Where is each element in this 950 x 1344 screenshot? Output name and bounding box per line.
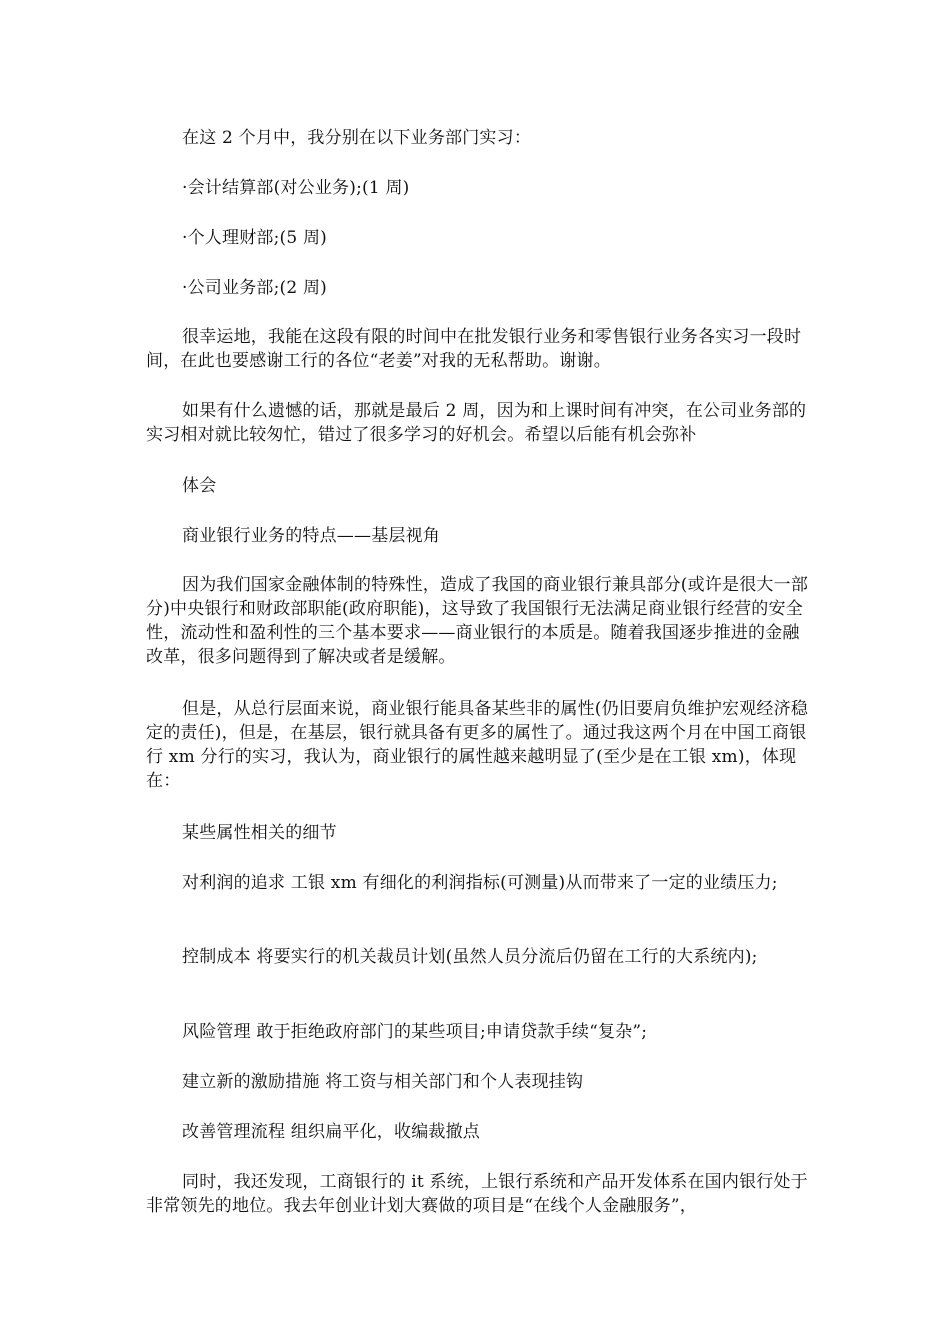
paragraph-process: 改善管理流程 组织扁平化，收编裁撤点: [182, 1122, 481, 1142]
paragraph-it-system: 同时，我还发现，工商银行的 it 系统，上银行系统和产品开发体系在国内银行处于非常领先的地位。我去年创业计划大赛做的项目是“在线个人金融服务”，: [146, 1172, 808, 1216]
section-heading-experience: 体会: [182, 476, 217, 496]
paragraph-head-office: 但是，从总行层面来说，商业银行能具备某些非的属性(仍旧要肩负维护宏观经济稳定的责任)，但是，在基层，银行就具备有更多的属性了。通过我这两个月在中国工商银行 xm 分行的实习，我认为，商业银行的属性越来越明显了(至少是在工银 xm)，体现在：: [146, 699, 809, 791]
section-heading-bank-features: 商业银行业务的特点——基层视角: [182, 526, 440, 546]
section-heading-details: 某些属性相关的细节: [182, 823, 337, 843]
paragraph-cost: 控制成本 将要实行的机关裁员计划(虽然人员分流后仍留在工行的大系统内);: [182, 947, 758, 967]
paragraph-financial-system: 因为我们国家金融体制的特殊性，造成了我国的商业银行兼具部分(或许是很大一部分)中央银行和财政部职能(政府职能)，这导致了我国银行无法满足商业银行经营的安全性，流动性和盈利性的三个基本要求——商业银行的本质是。随着我国逐步推进的金融改革，很多问题得到了解决或者是缓解。: [146, 575, 809, 667]
paragraph-intro: 在这 2 个月中，我分别在以下业务部门实习：: [182, 128, 532, 148]
list-item-corporate: ·公司业务部;(2 周): [182, 278, 328, 298]
paragraph-thanks: 很幸运地，我能在这段有限的时间中在批发银行业务和零售银行业务各实习一段时间，在此也要感谢工行的各位“老姜”对我的无私帮助。谢谢。: [146, 327, 802, 371]
paragraph-regret: 如果有什么遗憾的话，那就是最后 2 周，因为和上课时间有冲突，在公司业务部的实习相对就比较匆忙，错过了很多学习的好机会。希望以后能有机会弥补: [146, 401, 807, 445]
paragraph-profit: 对利润的追求 工银 xm 有细化的利润指标(可测量)从而带来了一定的业绩压力;: [182, 873, 778, 893]
list-item-accounting: ·会计结算部(对公业务);(1 周): [182, 178, 410, 198]
paragraph-risk: 风险管理 敢于拒绝政府部门的某些项目;申请贷款手续“复杂”;: [182, 1022, 648, 1042]
paragraph-incentive: 建立新的激励措施 将工资与相关部门和个人表现挂钩: [182, 1072, 584, 1092]
list-item-personal-finance: ·个人理财部;(5 周): [182, 228, 328, 248]
